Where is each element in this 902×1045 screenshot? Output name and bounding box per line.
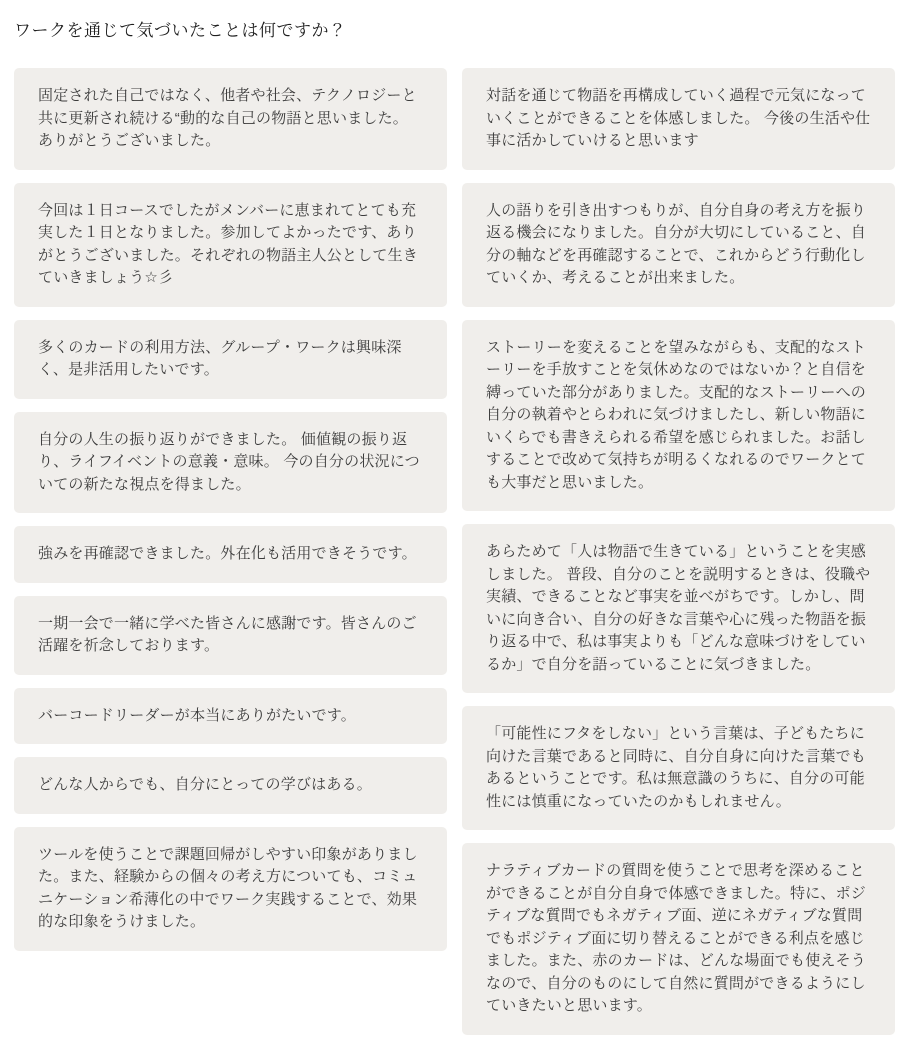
feedback-card: ツールを使うことで課題回帰がしやすい印象がありました。また、経験からの個々の考え方についても、コミュニケーション希薄化の中でワーク実践することで、効果的な印象をうけました。 [14,827,447,951]
feedback-card: バーコードリーダーが本当にありがたいです。 [14,688,447,745]
feedback-card: 多くのカードの利用方法、グループ・ワークは興味深く、是非活用したいです。 [14,320,447,399]
feedback-card: ナラティブカードの質問を使うことで思考を深めることができることが自分自身で体感できました。特に、ポジティブな質問でもネガティブ面、逆にネガティブな質問でもポジティブ面に切り替えることができる利点を感じました。また、赤のカードは、どんな場面でも使えそうなので、自分のものにして自然に質問ができるようにしていきたいと思います。 [462,843,895,1035]
feedback-card: 固定された自己ではなく、他者や社会、テクノロジーと共に更新され続ける“動的な自己の物語と思いました。ありがとうございました。 [14,68,447,170]
feedback-column-left [14,68,447,951]
feedback-card: ストーリーを変えることを望みながらも、支配的なストーリーを手放すことを気休めなのではないか？と自信を縛っていた部分がありました。支配的なストーリーへの自分の執着やとらわれに気づけましたし、新しい物語にいくらでも書きえられる希望を感じられました。お話しすることで改めて気持ちが明るくなれるのでワークとても大事だと思いました。 [462,320,895,512]
page-title: ワークを通じて気づいたことは何ですか？ [14,21,347,40]
feedback-card: どんな人からでも、自分にとっての学びはある。 [14,757,447,814]
feedback-card: 「可能性にフタをしない」という言葉は、子どもたちに向けた言葉であると同時に、自分自身に向けた言葉でもあるということです。私は無意識のうちに、自分の可能性には慎重になっていたのかもしれません。 [462,706,895,830]
feedback-card: あらためて「人は物語で生きている」ということを実感しました。 普段、自分のことを説明するときは、役職や実績、できることなど事実を並べがちです。しかし、問いに向き合い、自分の好きな言葉や心に残った物語を振り返る中で、私は事実よりも「どんな意味づけをしているか」で自分を語っていることに気づきました。 [462,524,895,693]
feedback-card: 今回は１日コースでしたがメンバーに恵まれてとても充実した１日となりました。参加してよかったです、ありがとうございました。それぞれの物語主人公として生きていきましょう☆彡 [14,183,447,307]
feedback-card: 強みを再確認できました。外在化も活用できそうです。 [14,526,447,583]
feedback-card: 人の語りを引き出すつもりが、自分自身の考え方を振り返る機会になりました。自分が大切にしていること、自分の軸などを再確認することで、これからどう行動化していくか、考えることが出来ました。 [462,183,895,307]
feedback-columns [14,68,894,1035]
feedback-card: 一期一会で一緒に学べた皆さんに感謝です。皆さんのご活躍を祈念しております。 [14,596,447,675]
feedback-card: 自分の人生の振り返りができました。 価値観の振り返り、ライフイベントの意義・意味。 今の自分の状況についての新たな視点を得ました。 [14,412,447,514]
feedback-card: 対話を通じて物語を再構成していく過程で元気になっていくことができることを体感しました。 今後の生活や仕事に活かしていけると思います [462,68,895,170]
feedback-column-right [462,68,895,1035]
